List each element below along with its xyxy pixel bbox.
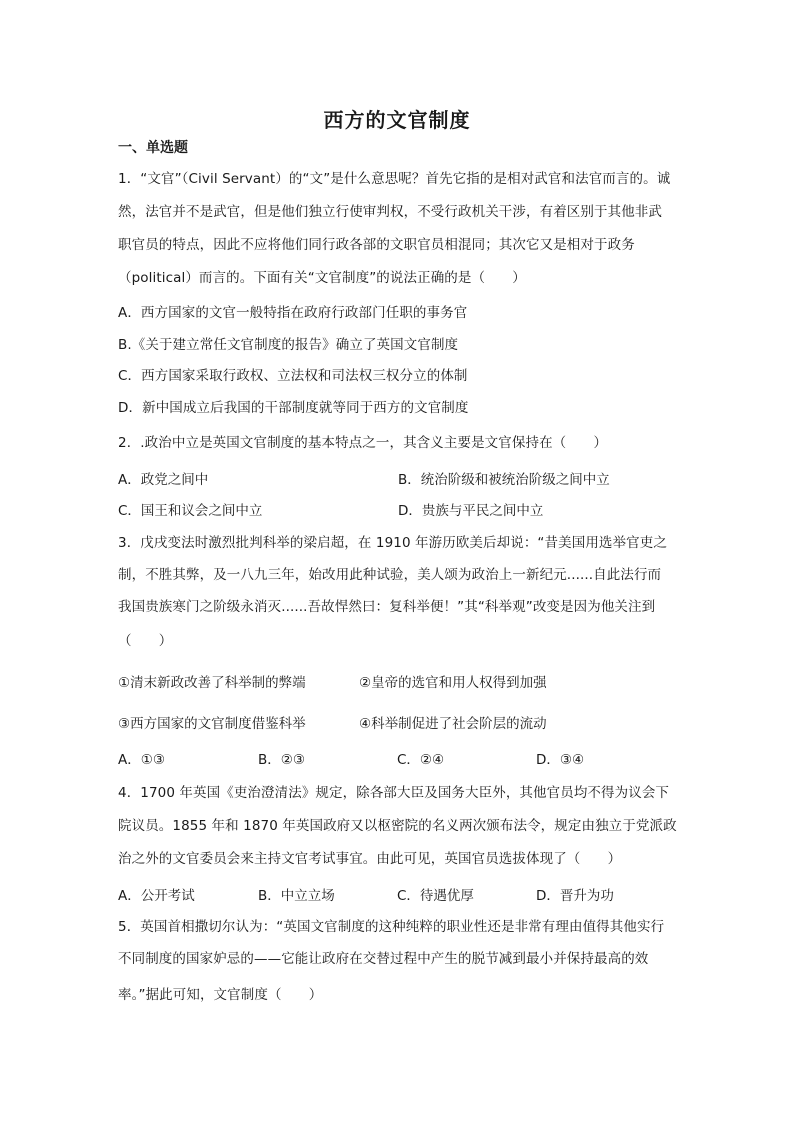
q4-stem-line: 治之外的文官委员会来主持文官考试事宜。由此可见，英国官员选拔体现了（ ） (118, 851, 622, 867)
q3-stem-line: 我国贵族寒门之阶级永消灭......吾故悍然曰：复科举便！”其“科举观”改变是因为他关注到 (118, 599, 656, 615)
q5-stem-line: 率。”据此可知，文官制度（ ） (118, 987, 323, 1003)
q3-option-d: D．③④ (536, 752, 585, 768)
q2-option-d: D．贵族与平民之间中立 (398, 503, 544, 519)
q1-stem-line: 职官员的特点，因此不应将他们同行政各部的文职官员相混同；其次它又是相对于政务 (118, 237, 635, 253)
q3-option-b: B．②③ (258, 752, 305, 768)
q2-stem: 2．.政治中立是英国文官制度的基本特点之一，其含义主要是文官保持在（ ） (118, 435, 608, 451)
q1-option-d: D．新中国成立后我国的干部制度就等同于西方的文官制度 (118, 400, 469, 416)
q4-stem-line: 4．1700 年英国《吏治澄清法》规定，除各部大臣及国务大臣外，其他官员均不得为议会下 (118, 785, 670, 801)
q4-option-b: B．中立立场 (258, 888, 335, 904)
q5-stem-line: 5．英国首相撒切尔认为：“英国文官制度的这种纯粹的职业性还是非常有理由值得其他实行 (118, 919, 665, 935)
q1-stem-line: 1．“文官”（Civil Servant）的“文”是什么意思呢？首先它指的是相对武官和法官而言的。诚 (118, 171, 671, 187)
q3-stem-line: 3．戊戌变法时激烈批判科举的梁启超，在 1910 年游历欧美后却说：“昔美国用选举官吏之 (118, 535, 667, 551)
q3-statement-3: ③西方国家的文官制度借鉴科举 (118, 716, 306, 732)
q2-option-a: A．政党之间中 (118, 472, 209, 488)
q3-stem-line: （ ） (118, 633, 173, 649)
q4-option-a: A．公开考试 (118, 888, 195, 904)
q3-option-c: C．②④ (397, 752, 445, 768)
q2-option-c: C．国王和议会之间中立 (118, 503, 263, 519)
q1-stem-line: 然，法官并不是武官，但是他们独立行使审判权，不受行政机关干涉，有着区别于其他非武 (118, 204, 662, 220)
q1-option-a: A．西方国家的文官一般特指在政府行政部门任职的事务官 (118, 305, 468, 321)
q3-statement-4: ④科举制促进了社会阶层的流动 (359, 716, 547, 732)
q1-stem-line: （political）而言的。下面有关“文官制度”的说法正确的是（ ） (118, 270, 526, 286)
q3-stem-line: 制，不胜其弊，及一八九三年，始改用此种试验，美人颂为政治上一新纪元......自此法行而 (118, 567, 662, 583)
q4-stem-line: 院议员。1855 年和 1870 年英国政府又以枢密院的名义两次颁布法令，规定由独立于党派政 (118, 818, 677, 834)
section-heading: 一、单选题 (118, 140, 188, 156)
q3-statement-2: ②皇帝的选官和用人权得到加强 (359, 675, 547, 691)
q4-option-c: C．待遇优厚 (397, 888, 474, 904)
q4-option-d: D．晋升为功 (536, 888, 614, 904)
q2-option-b: B．统治阶级和被统治阶级之间中立 (398, 472, 610, 488)
q5-stem-line: 不同制度的国家妒忌的——它能让政府在交替过程中产生的脱节减到最小并保持最高的效 (118, 951, 649, 967)
q3-statement-1: ①清末新政改善了科举制的弊端 (118, 675, 306, 691)
document-title: 西方的文官制度 (323, 108, 471, 132)
q1-option-b: B.《关于建立常任文官制度的报告》确立了英国文官制度 (118, 337, 459, 353)
q3-option-a: A．①③ (118, 752, 165, 768)
q1-option-c: C．西方国家采取行政权、立法权和司法权三权分立的体制 (118, 368, 468, 384)
